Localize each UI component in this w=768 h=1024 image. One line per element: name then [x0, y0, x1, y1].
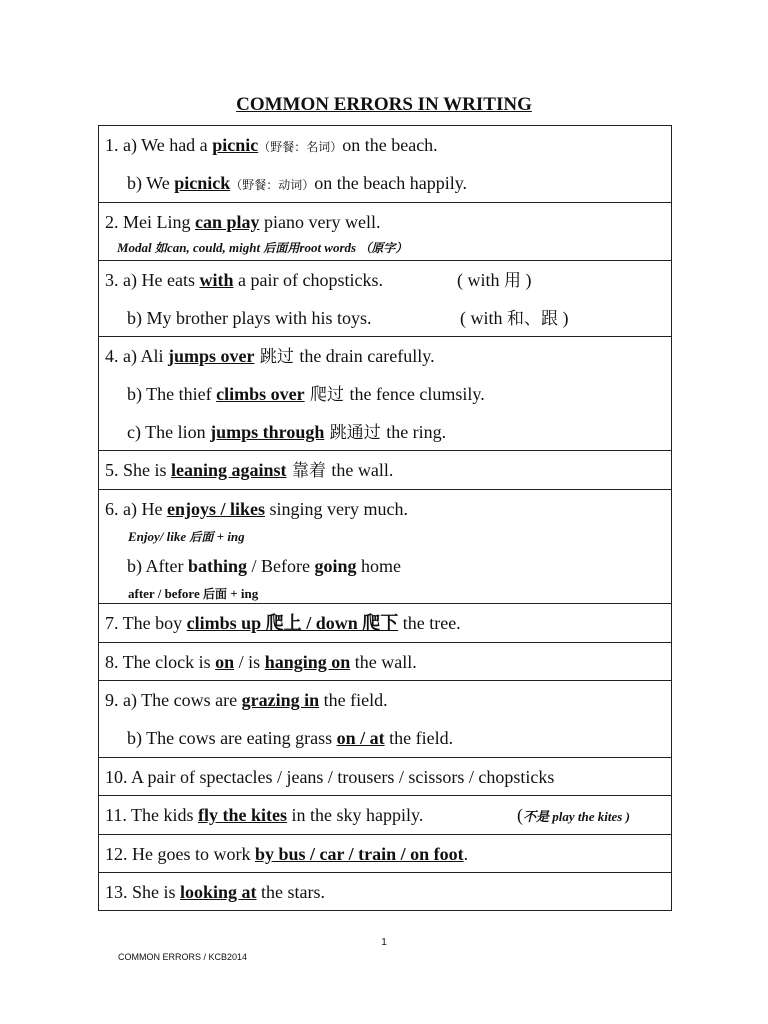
- chinese-gloss: 靠着: [286, 461, 332, 481]
- table-row: [99, 758, 671, 796]
- keyword: with: [199, 270, 234, 290]
- keyword: fly the kites: [198, 805, 287, 825]
- table-row: [99, 203, 671, 261]
- grammar-note: after / before 后面 + ing: [128, 586, 259, 601]
- keyword: bathing: [187, 556, 248, 576]
- sentence-9b: b) The cows are eating grass on / at the field.: [127, 728, 454, 748]
- grammar-note: Modal 如can, could, might 后面用root words （原字）: [117, 240, 408, 255]
- sentence-3b: b) My brother plays with his toys.: [127, 308, 372, 328]
- meaning-3a: ( with 用 ): [457, 270, 532, 291]
- sentence-7: 7. The boy climbs up 爬上 / down 爬下 the tree.: [105, 613, 461, 633]
- keyword: looking at: [180, 882, 257, 902]
- sentence-12: 12. He goes to work by bus / car / train / on foot.: [105, 844, 469, 864]
- sentence-13: 13. She is looking at the stars.: [105, 882, 326, 902]
- sentence-10: 10. A pair of spectacles / jeans / trousers / scissors / chopsticks: [105, 767, 555, 787]
- meaning-11: (不是 play the kites ): [517, 805, 630, 825]
- sentence-4c: c) The lion jumps through 跳通过 the ring.: [127, 422, 447, 443]
- page-number: 1: [381, 937, 387, 948]
- chinese-gloss: 跳过: [254, 347, 300, 367]
- errors-table: [98, 125, 672, 911]
- sentence-6a: 6. a) He enjoys / likes singing very much.: [105, 499, 408, 519]
- sentence-9a: 9. a) The cows are grazing in the field.: [105, 690, 388, 710]
- keyword: on / at: [336, 728, 385, 748]
- table-row: [99, 681, 671, 758]
- keyword: grazing in: [241, 690, 320, 710]
- keyword: by bus / car / train / on foot: [254, 844, 464, 864]
- keyword: picnic: [212, 135, 259, 155]
- sentence-4b: b) The thief climbs over 爬过 the fence clumsily.: [127, 384, 485, 405]
- chinese-gloss: 和、跟: [507, 309, 558, 329]
- table-row: [99, 126, 671, 203]
- table-row: [99, 835, 671, 873]
- sentence-8: 8. The clock is on / is hanging on the wall.: [105, 652, 417, 672]
- chinese-gloss: 用: [504, 271, 521, 291]
- table-row: [99, 873, 671, 910]
- table-row: [99, 490, 671, 604]
- sentence-2: 2. Mei Ling can play piano very well.: [105, 212, 381, 232]
- sentence-1b: b) We picnick（野餐：动词）on the beach happily.: [127, 173, 468, 193]
- keyword: on: [215, 652, 235, 672]
- table-row: [99, 796, 671, 835]
- keyword: picnick: [174, 173, 231, 193]
- keyword: going: [314, 556, 357, 576]
- document-title: COMMON ERRORS IN WRITING: [236, 94, 532, 115]
- table-row: [99, 261, 671, 337]
- sentence-6b: b) After bathing / Before going home: [127, 556, 402, 576]
- chinese-gloss: 跳通过: [324, 423, 387, 443]
- keyword: climbs up 爬上 / down 爬下: [186, 613, 399, 633]
- table-row: [99, 643, 671, 681]
- sentence-5: 5. She is leaning against 靠着 the wall.: [105, 460, 394, 481]
- keyword: hanging on: [264, 652, 351, 672]
- sentence-4a: 4. a) Ali jumps over 跳过 the drain carefully.: [105, 346, 435, 367]
- meaning-3b: ( with 和、跟 ): [460, 308, 569, 329]
- keyword: leaning against: [171, 460, 287, 480]
- keyword: climbs over: [216, 384, 305, 404]
- chinese-gloss: （野餐：名词）: [258, 140, 343, 154]
- keyword: jumps through: [210, 422, 325, 442]
- table-row: [99, 604, 671, 643]
- table-row: [99, 337, 671, 451]
- keyword: enjoys / likes: [166, 499, 265, 519]
- chinese-gloss: （野餐：动词）: [230, 178, 315, 192]
- keyword: jumps over: [168, 346, 255, 366]
- table-row: [99, 451, 671, 490]
- grammar-note: Enjoy/ like 后面 + ing: [128, 529, 245, 544]
- footer-text: COMMON ERRORS / KCB2014: [118, 952, 248, 962]
- sentence-1a: 1. a) We had a picnic（野餐：名词）on the beach.: [105, 135, 438, 155]
- chinese-gloss: 爬过: [304, 385, 350, 405]
- sentence-3a: 3. a) He eats with a pair of chopsticks.: [105, 270, 383, 290]
- chinese-gloss: 不是: [523, 810, 550, 825]
- keyword: can play: [195, 212, 260, 232]
- sentence-11: 11. The kids fly the kites in the sky happily.: [105, 805, 424, 825]
